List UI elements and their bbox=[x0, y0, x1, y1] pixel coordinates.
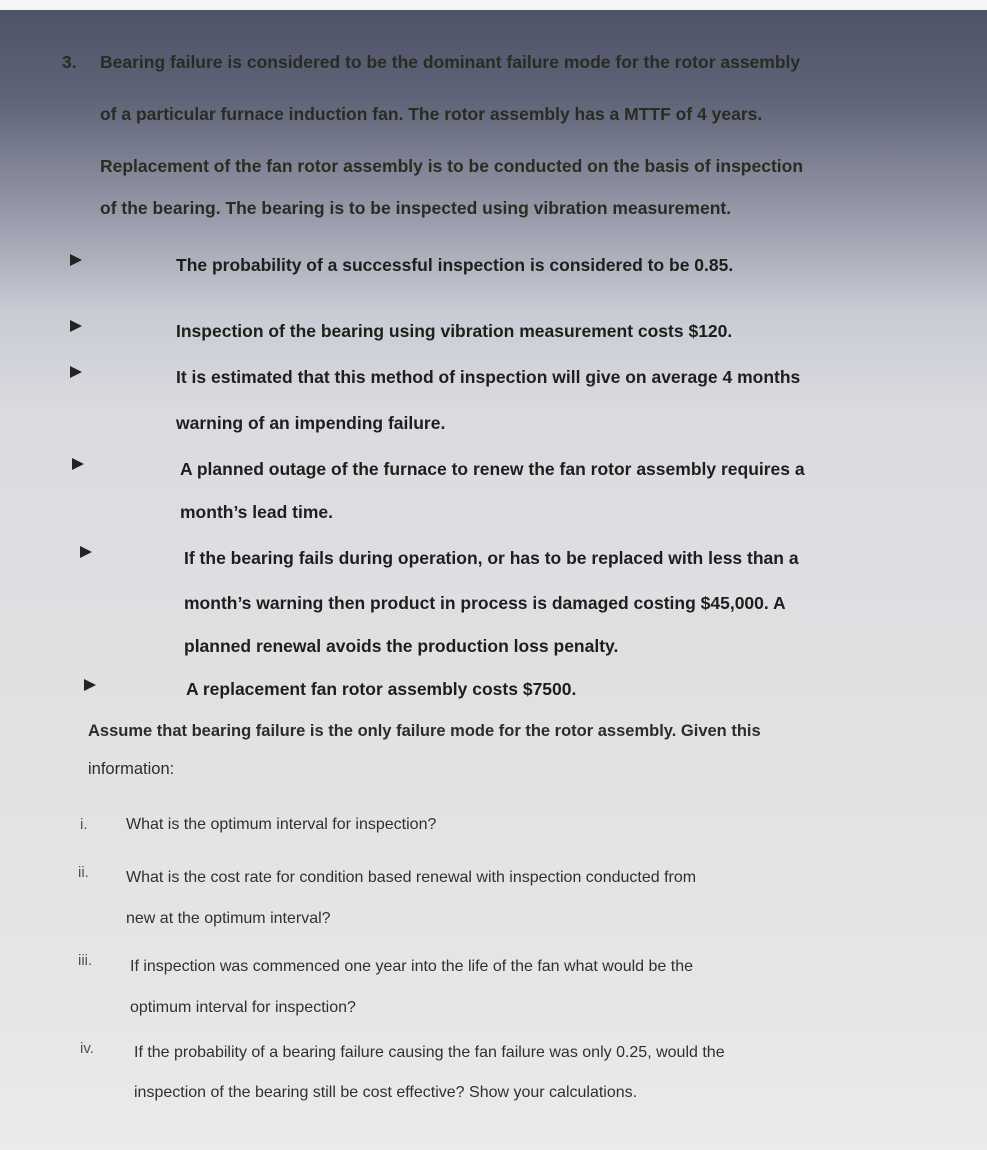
question-number: ii. bbox=[78, 864, 89, 881]
question-text: new at the optimum interval? bbox=[126, 910, 331, 927]
bullet-text: A replacement fan rotor assembly costs $7500. bbox=[186, 679, 577, 699]
assumption-text: information: bbox=[88, 760, 175, 778]
problem-number: 3. bbox=[62, 52, 77, 72]
bullet-text: The probability of a successful inspection is considered to be 0.85. bbox=[176, 255, 734, 275]
question-text: If inspection was commenced one year into the life of the fan what would be the bbox=[130, 958, 693, 975]
bullet-text: month’s warning then product in process is damaged costing $45,000. A bbox=[184, 593, 786, 613]
document-page bbox=[0, 10, 987, 1150]
question-number: iv. bbox=[80, 1040, 94, 1057]
bullet-arrow-icon bbox=[70, 366, 82, 378]
bullet-text: A planned outage of the furnace to renew the fan rotor assembly requires a bbox=[180, 459, 805, 479]
bullet-arrow-icon bbox=[72, 458, 84, 470]
intro-line: of a particular furnace induction fan. The rotor assembly has a MTTF of 4 years. bbox=[100, 104, 763, 124]
question-text: What is the cost rate for condition based renewal with inspection conducted from bbox=[126, 869, 697, 886]
bullet-text: month’s lead time. bbox=[180, 502, 333, 522]
bullet-arrow-icon bbox=[70, 254, 82, 266]
bullet-arrow-icon bbox=[80, 546, 92, 558]
question-number: iii. bbox=[78, 952, 93, 969]
bullet-text: Inspection of the bearing using vibration measurement costs $120. bbox=[176, 321, 733, 341]
bullet-text: It is estimated that this method of inspection will give on average 4 months bbox=[176, 367, 801, 387]
question-text: What is the optimum interval for inspection? bbox=[126, 816, 437, 833]
question-text: inspection of the bearing still be cost effective? Show your calculations. bbox=[134, 1084, 638, 1101]
bullet-text: warning of an impending failure. bbox=[176, 413, 446, 433]
question-text: optimum interval for inspection? bbox=[130, 999, 356, 1016]
intro-line: of the bearing. The bearing is to be inspected using vibration measurement. bbox=[100, 198, 732, 218]
bullet-text: planned renewal avoids the production loss penalty. bbox=[184, 636, 619, 656]
bullet-text: If the bearing fails during operation, or has to be replaced with less than a bbox=[184, 548, 799, 568]
bullet-arrow-icon bbox=[84, 679, 96, 691]
question-number: i. bbox=[80, 816, 88, 833]
intro-line: Replacement of the fan rotor assembly is to be conducted on the basis of inspection bbox=[100, 156, 804, 176]
bullet-arrow-icon bbox=[70, 320, 82, 332]
intro-line: Bearing failure is considered to be the dominant failure mode for the rotor assembly bbox=[100, 52, 801, 72]
question-text: If the probability of a bearing failure causing the fan failure was only 0.25, would the bbox=[134, 1044, 725, 1061]
assumption-text: Assume that bearing failure is the only failure mode for the rotor assembly. Given this bbox=[88, 722, 761, 740]
